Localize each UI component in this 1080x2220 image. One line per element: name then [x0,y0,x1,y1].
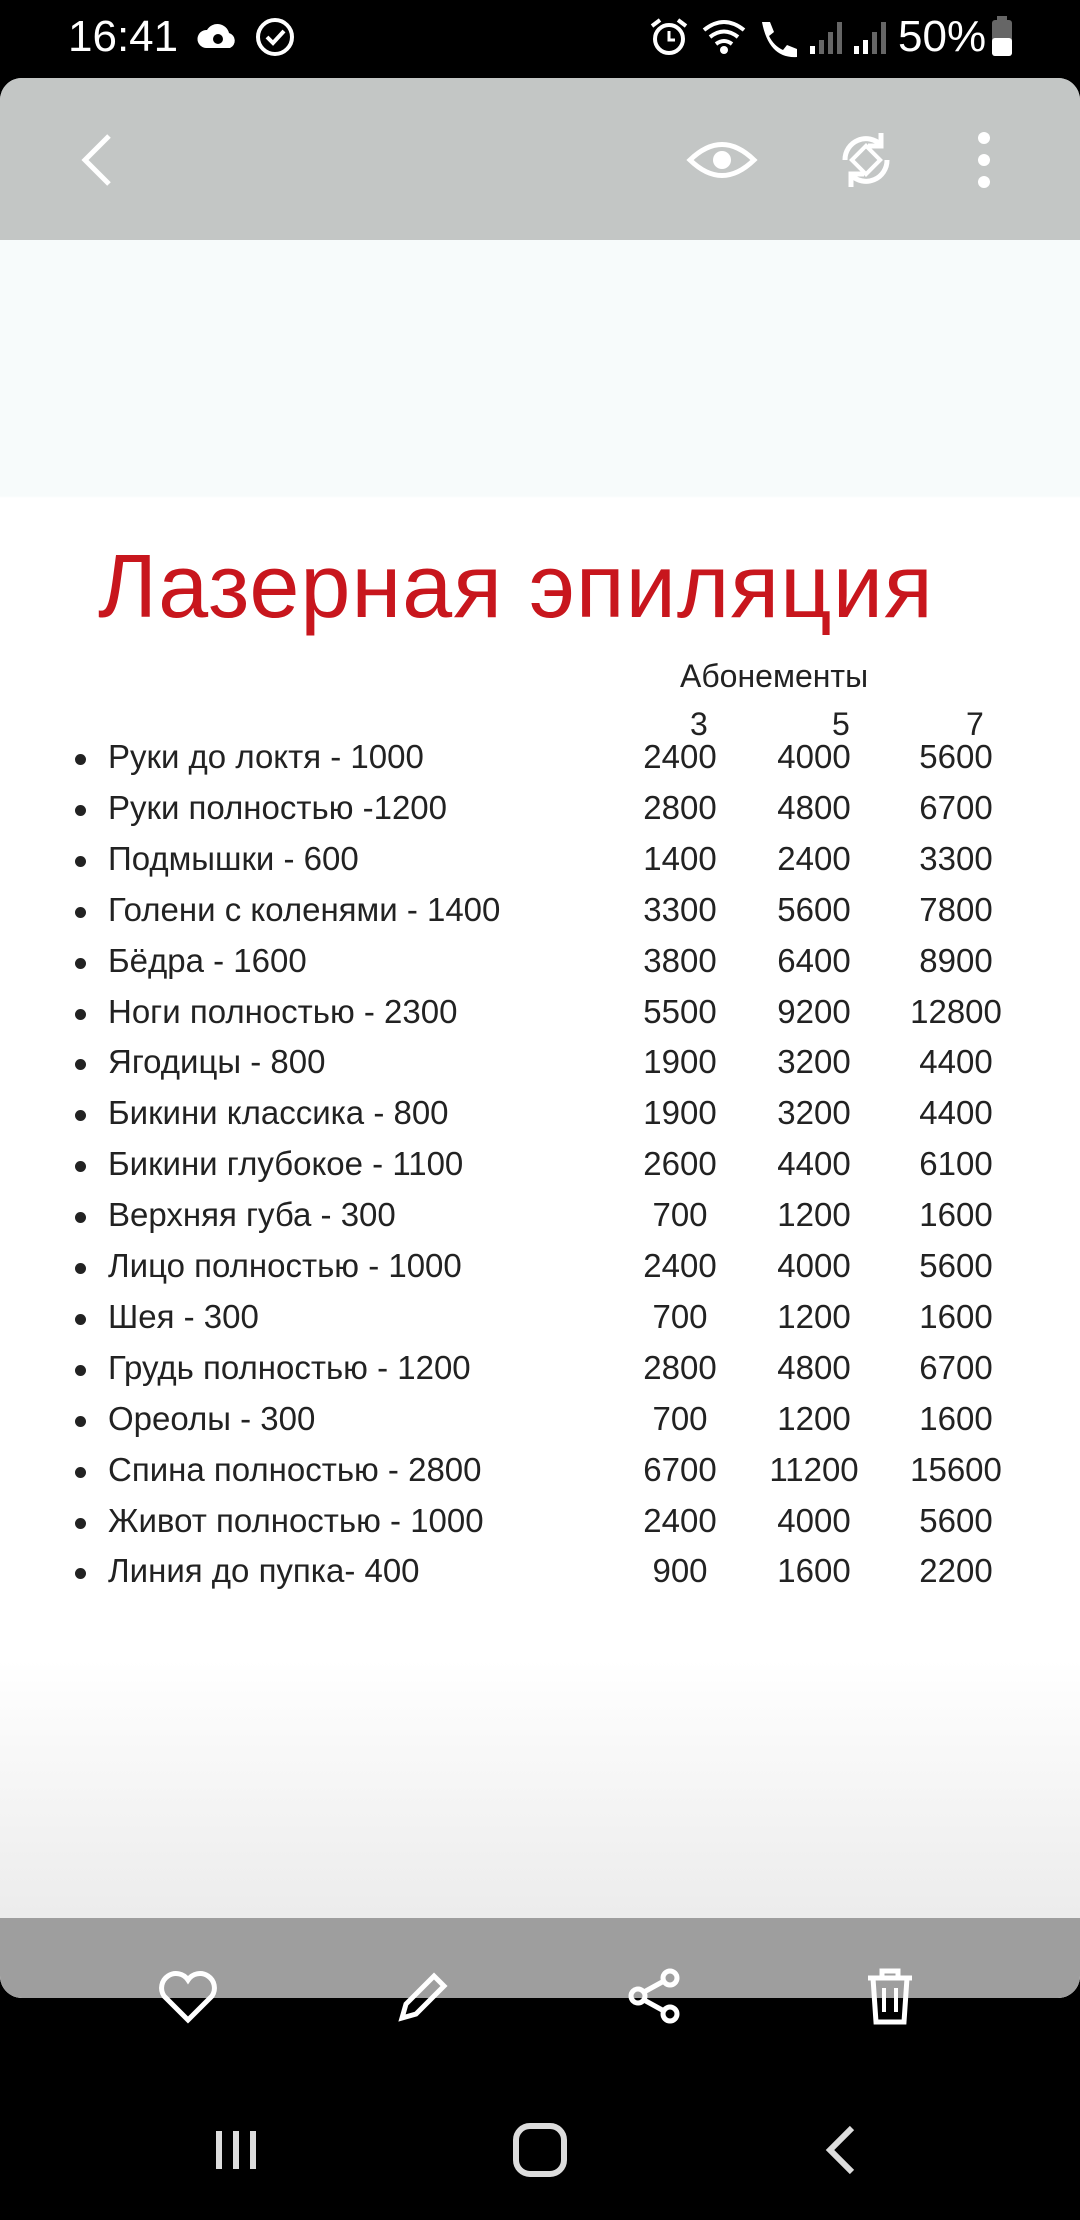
price-5-sessions: 5600 [777,890,851,928]
service-name: Подмышки - 600 [108,839,359,877]
price-3-sessions: 2600 [643,1145,717,1183]
price-7-sessions: 1600 [919,1196,993,1234]
share-icon [624,1966,684,2026]
price-3-sessions: 2800 [643,788,717,826]
price-7-sessions: 4400 [919,1094,993,1132]
price-row [0,1192,1080,1240]
column-header-7: 7 [966,706,984,742]
eye-icon [686,135,758,185]
alarm-icon [648,16,690,63]
delete-button[interactable] [850,1956,930,2036]
service-name: Бикини глубокое - 1100 [108,1145,464,1183]
status-time: 16:41 [68,12,179,61]
price-5-sessions: 4000 [777,1501,851,1539]
service-name: Ягодицы - 800 [108,1043,326,1081]
service-name: Бёдра - 1600 [108,941,307,979]
price-row [0,1294,1080,1342]
price-row [0,1243,1080,1291]
price-row [0,1039,1080,1087]
bullet-icon [75,1009,86,1020]
column-header-5: 5 [832,706,850,742]
bullet-icon [75,1416,86,1427]
price-row [0,1447,1080,1495]
price-row [0,1345,1080,1393]
signal-1-icon [806,16,846,61]
price-3-sessions: 700 [652,1196,708,1234]
price-5-sessions: 9200 [777,992,851,1030]
bullet-icon [75,1314,86,1325]
price-7-sessions: 6100 [919,1145,993,1183]
price-7-sessions: 1600 [919,1399,993,1437]
edit-button[interactable] [384,1956,464,2036]
subscriptions-header: Абонементы [680,658,869,694]
price-row [0,1498,1080,1546]
service-name: Руки полностью -1200 [108,788,448,826]
price-3-sessions: 1400 [643,839,717,877]
bullet-icon [75,1059,86,1070]
service-name: Голени с коленями - 1400 [108,890,501,928]
back-icon [73,130,123,190]
price-5-sessions: 4000 [777,1247,851,1284]
price-row [0,887,1080,935]
column-header-3: 3 [690,706,708,742]
price-3-sessions: 700 [652,1297,708,1335]
more-options-button[interactable] [944,120,1024,200]
bullet-icon [75,754,86,765]
price-5-sessions: 1200 [777,1399,851,1437]
price-3-sessions: 2400 [643,738,717,775]
price-3-sessions: 3800 [643,941,717,979]
price-row [0,1396,1080,1444]
bullet-icon [75,1212,86,1223]
price-7-sessions: 6700 [919,788,993,826]
price-row [0,836,1080,884]
battery-icon [990,16,1014,63]
bullet-icon [75,1263,86,1274]
bullet-icon [75,907,86,918]
rotate-button[interactable] [826,120,906,200]
price-7-sessions: 3300 [919,839,993,877]
battery-level: 50% [898,12,987,61]
price-5-sessions: 4800 [777,788,851,826]
price-3-sessions: 2400 [643,1501,717,1539]
price-3-sessions: 900 [652,1552,708,1590]
price-7-sessions: 5600 [919,1501,993,1539]
home-icon [512,2122,568,2178]
price-3-sessions: 6700 [643,1450,717,1488]
bullet-icon [75,856,86,867]
bullet-icon [75,1110,86,1121]
price-5-sessions: 1200 [777,1196,851,1234]
nav-back-icon [820,2122,864,2178]
price-row [0,1141,1080,1189]
price-7-sessions: 12800 [910,992,1002,1030]
service-name: Руки до локтя - 1000 [108,738,424,775]
service-name: Ореолы - 300 [108,1399,316,1437]
price-row [0,1090,1080,1138]
bullet-icon [75,1161,86,1172]
price-3-sessions: 700 [652,1399,708,1437]
volte-call-icon [754,16,804,63]
price-row [0,785,1080,833]
photo-content[interactable] [0,240,1080,1998]
price-row [0,938,1080,986]
view-button[interactable] [682,120,762,200]
favorite-button[interactable] [148,1956,228,2036]
bullet-icon [75,1467,86,1478]
price-5-sessions: 1200 [777,1297,851,1335]
price-5-sessions: 3200 [777,1094,851,1132]
service-name: Спина полностью - 2800 [108,1450,482,1488]
price-row [0,734,1080,782]
signal-2-icon [850,16,890,61]
price-7-sessions: 4400 [919,1043,993,1081]
price-7-sessions: 15600 [910,1450,1002,1488]
price-5-sessions: 4800 [777,1348,851,1386]
service-name: Линия до пупка- 400 [108,1552,420,1590]
image-viewer [0,78,1080,1998]
price-7-sessions: 5600 [919,738,993,775]
price-3-sessions: 1900 [643,1094,717,1132]
rotate-icon [835,129,897,191]
price-5-sessions: 6400 [777,941,851,979]
bullet-icon [75,1568,86,1579]
price-5-sessions: 11200 [769,1450,859,1488]
price-5-sessions: 1600 [777,1552,851,1590]
price-7-sessions: 8900 [919,941,993,979]
bullet-icon [75,958,86,969]
price-7-sessions: 6700 [919,1348,993,1386]
recents-icon [211,2125,261,2175]
delete-icon [864,1966,916,2026]
share-button[interactable] [614,1956,694,2036]
bullet-icon [75,1518,86,1529]
price-7-sessions: 1600 [919,1297,993,1335]
edit-icon [394,1966,454,2026]
bullet-icon [75,805,86,816]
service-name: Живот полностью - 1000 [108,1501,484,1539]
price-5-sessions: 4000 [777,738,851,775]
price-7-sessions: 2200 [919,1552,993,1590]
price-row [0,989,1080,1037]
service-name: Грудь полностью - 1200 [108,1348,471,1386]
service-name: Лицо полностью - 1000 [108,1247,462,1284]
price-3-sessions: 3300 [643,890,717,928]
service-name: Бикини классика - 800 [108,1094,449,1132]
home-button[interactable] [490,2100,590,2200]
heart-icon [157,1968,219,2024]
service-name: Шея - 300 [108,1297,259,1335]
cloud-sync-icon [196,16,240,61]
price-5-sessions: 3200 [777,1043,851,1081]
back-button[interactable] [58,120,138,200]
check-circle-icon [254,16,296,63]
price-3-sessions: 5500 [643,992,717,1030]
price-3-sessions: 2800 [643,1348,717,1386]
document-title: Лазерная эпиляция [98,537,934,637]
price-3-sessions: 1900 [643,1043,717,1081]
wifi-icon [700,16,748,61]
price-3-sessions: 2400 [643,1247,717,1284]
price-row [0,1548,1080,1596]
bullet-icon [75,1365,86,1376]
status-bar [0,0,1080,76]
more-icon [974,130,994,190]
price-5-sessions: 2400 [777,839,851,877]
service-name: Верхняя губа - 300 [108,1196,396,1234]
top-app-bar [0,78,1080,240]
price-5-sessions: 4400 [777,1145,851,1183]
nav-back-button[interactable] [792,2100,892,2200]
price-7-sessions: 7800 [919,890,993,928]
price-7-sessions: 5600 [919,1247,993,1284]
recents-button[interactable] [186,2100,286,2200]
service-name: Ноги полностью - 2300 [108,992,458,1030]
